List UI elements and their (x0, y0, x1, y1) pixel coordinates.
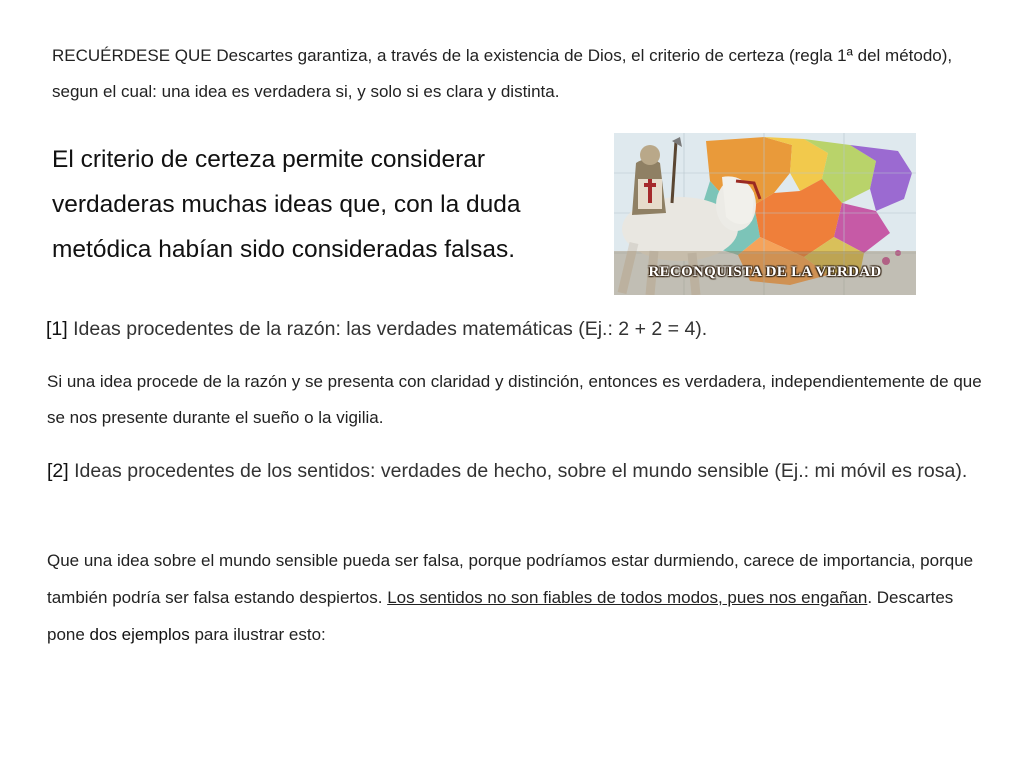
item-2-text-c: para ilustrar esto: (189, 625, 326, 644)
lead-statement: El criterio de certeza permite considerar verdaderas muchas ideas que, con la duda metódica habían sido consideradas falsas. (52, 146, 521, 263)
item-2-bold-text: dos ejemplos (89, 625, 190, 644)
item-1-text: Si una idea procede de la razón y se presenta con claridad y distinción, entonces es verdadera, independientemente de que se nos presente durante el sueño o la vigilia. (47, 372, 982, 427)
item-2-text (47, 542, 977, 653)
item-2-number: [2] (47, 460, 69, 482)
item-2-text-b: . Descartes pone (47, 588, 954, 644)
intro-paragraph: RECUÉRDESE QUE Descartes garantiza, a través de la existencia de Dios, el criterio de certeza (regla 1ª del método), segun el cual: una idea es verdadera si, y solo si es clara y distinta. (52, 46, 953, 101)
item-1-heading-text: Ideas procedentes de la razón: las verdades matemáticas (Ej.: 2 + 2 = 4). (67, 318, 708, 340)
image-caption: RECONQUISTA DE LA VERDAD (648, 264, 882, 280)
item-1-number: [1] (46, 318, 68, 340)
item-2-text-a: Que una idea sobre el mundo sensible pueda ser falsa, porque podríamos estar durmiendo, carece de importancia, porque también podría ser falsa estando despiertos. (47, 551, 974, 607)
reconquista-image (614, 133, 916, 295)
item-2-heading-text: Ideas procedentes de los sentidos: verdades de hecho, sobre el mundo sensible (Ej.: mi móvil es rosa). (68, 460, 968, 482)
item-2-underlined-text: Los sentidos no son fiables de todos modos, pues nos engañan (387, 588, 868, 607)
item-2-heading (47, 452, 977, 490)
item-1-heading (46, 311, 986, 347)
